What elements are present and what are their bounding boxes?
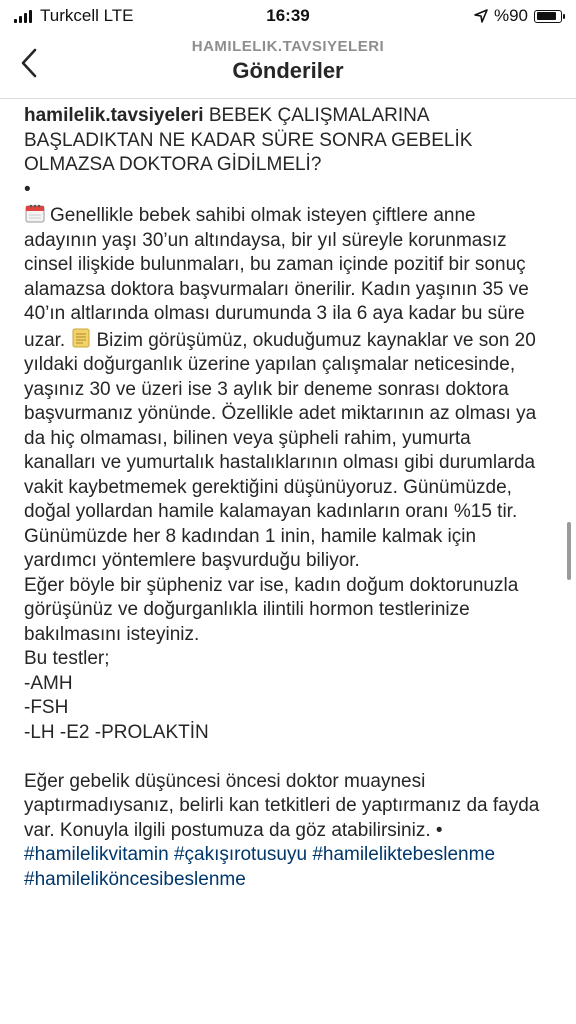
- test-item: -AMH: [24, 672, 73, 694]
- paragraph-1b-text: Bizim görüşümüz, okuduğumuz kaynaklar ve son 20 yıldaki doğurganlık üzerine yapılan çalışmalar neticesinde, yaşınız 30 ve üzeri ise 3 aylık bir deneme sonrası doktora başvurmanız yönünde. Özellikle adet miktarının az olması ya da hiç olmaması, bilinen veya şüpheli rahim, yumurta kanalları ve yumurtalık hastalıklarının olması gibi durumlarda vakit kaybetmemek gerektiğini düşünüyoruz. Günümüzde, doğal yollardan hamile kalamayan kadınların oranı %15 tir.: [24, 329, 537, 522]
- bullet-separator: •: [24, 178, 31, 200]
- post-caption: [24, 104, 544, 892]
- username-link[interactable]: hamilelik.tavsiyeleri: [24, 105, 204, 126]
- status-bar: [0, 0, 576, 34]
- hashtag-link[interactable]: #çakışırotusuyu: [173, 844, 308, 865]
- paragraph-3: Eğer böyle bir şüpheniz var ise, kadın doğum doktorunuzla görüşünüz ve doğurganlıkla ilintili hormon testlerinize bakılmasını isteyiniz.: [24, 574, 519, 645]
- navigation-bar: [0, 34, 576, 99]
- paragraph-1-text: Genellikle bebek sahibi olmak isteyen çiftlere anne adayının yaşı 30’un altındaysa, bir yıl süreyle korunmasız cinsel ilişkide bulunmaları, bu zaman içinde pozitif bir sonuç alamazsa doktora başvurmaları önerilir. Kadın yaşının 35 ve 40’ın altlarında olması durumunda 3 ila 6 aya kadar bu süre uzar.: [24, 205, 529, 351]
- caption-heading: [24, 104, 544, 178]
- test-item: -FSH: [24, 697, 69, 718]
- tests-intro: Bu testler;: [24, 648, 110, 669]
- hashtag-link[interactable]: #hamileliköncesibeslenme: [24, 868, 246, 890]
- hashtag-link[interactable]: #hamileliktebeslenme: [312, 844, 496, 865]
- location-arrow-icon: [474, 9, 488, 23]
- battery-level-fill: [537, 12, 557, 20]
- notepad-icon: [70, 327, 92, 349]
- status-right: [474, 6, 562, 26]
- paragraph-4: Eğer gebelik düşüncesi öncesi doktor muaynesi yaptırmadıysanız, belirli kan tetkitleri de yaptırmanız da fayda var. Konuyla ilgili postumuza da göz atabilirsiniz. •: [24, 770, 540, 841]
- hashtag-list: [24, 843, 544, 892]
- carrier-label: Turkcell LTE: [40, 6, 134, 25]
- hashtag-link[interactable]: #hamilelikvitamin: [24, 844, 169, 865]
- battery-percent: %90: [493, 6, 528, 25]
- blank-line: [24, 745, 544, 770]
- account-name: HAMILELIK.TAVSIYELERI: [191, 38, 385, 55]
- battery-icon: [534, 10, 562, 23]
- scrollbar[interactable]: [567, 522, 571, 580]
- paragraph-2: Günümüzde her 8 kadından 1 inin, hamile kalmak için yardımcı yöntemlere başvurduğu biliyor.: [24, 525, 477, 571]
- clock: 16:39: [266, 6, 310, 25]
- page-title: Gönderiler: [232, 58, 344, 83]
- test-item: -LH -E2 -PROLAKTİN: [24, 721, 209, 743]
- paragraph-1: [24, 202, 544, 525]
- caption-title: BEBEK ÇALIŞMALARINA BAŞLADIKTAN NE KADAR SÜRE SONRA GEBELİK OLMAZSA DOKTORA GİDİLMELİ?: [24, 105, 473, 175]
- calendar-icon: [24, 202, 46, 224]
